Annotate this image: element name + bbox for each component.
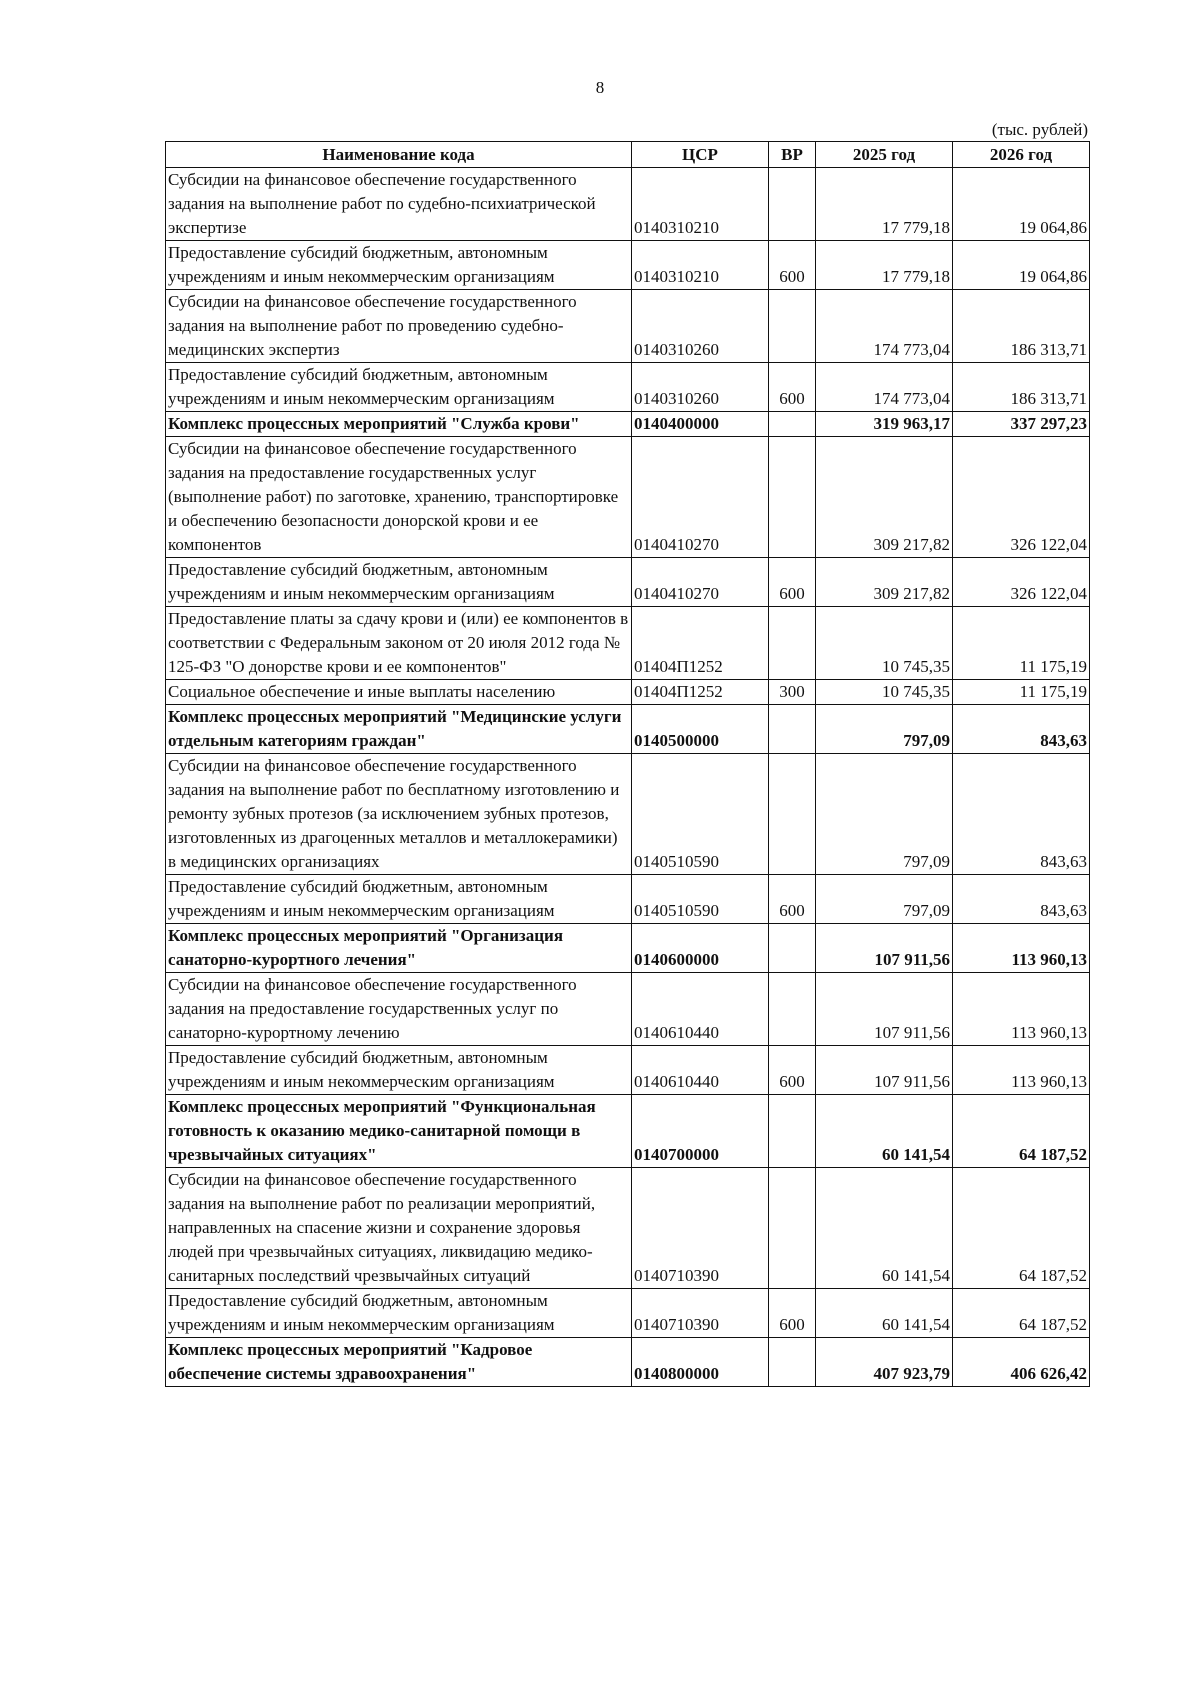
cell-vr [769, 290, 816, 363]
cell-csr: 0140500000 [632, 705, 769, 754]
cell-2026: 19 064,86 [953, 168, 1090, 241]
cell-2026: 843,63 [953, 754, 1090, 875]
cell-2026: 11 175,19 [953, 680, 1090, 705]
cell-csr: 0140800000 [632, 1338, 769, 1387]
cell-2025: 10 745,35 [816, 607, 953, 680]
table-row [166, 363, 1090, 412]
cell-vr [769, 754, 816, 875]
cell-2025: 309 217,82 [816, 558, 953, 607]
cell-vr [769, 705, 816, 754]
cell-vr [769, 412, 816, 437]
cell-name: Субсидии на финансовое обеспечение государственного задания на предоставление государственных услуг (выполнение работ) по заготовке, хранению, транспортировке и обеспечению безопасности донорской крови и ее компонентов [166, 437, 632, 558]
header-csr: ЦСР [632, 142, 769, 168]
cell-csr: 0140600000 [632, 924, 769, 973]
header-vr: ВР [769, 142, 816, 168]
cell-2026: 337 297,23 [953, 412, 1090, 437]
header-2025: 2025 год [816, 142, 953, 168]
cell-csr: 0140510590 [632, 875, 769, 924]
cell-2025: 60 141,54 [816, 1095, 953, 1168]
cell-name: Предоставление субсидий бюджетным, автономным учреждениям и иным некоммерческим организациям [166, 558, 632, 607]
table-row [166, 754, 1090, 875]
table-row [166, 1046, 1090, 1095]
cell-vr: 600 [769, 241, 816, 290]
cell-vr: 600 [769, 1046, 816, 1095]
cell-2025: 60 141,54 [816, 1289, 953, 1338]
cell-name: Предоставление субсидий бюджетным, автономным учреждениям и иным некоммерческим организациям [166, 1046, 632, 1095]
cell-name: Комплекс процессных мероприятий "Кадровое обеспечение системы здравоохранения" [166, 1338, 632, 1387]
cell-name: Субсидии на финансовое обеспечение государственного задания на выполнение работ по реализации мероприятий, направленных на спасение жизни и сохранение здоровья людей при чрезвычайных ситуациях, ликвидацию медико-санитарных последствий чрезвычайных ситуаций [166, 1168, 632, 1289]
cell-2026: 11 175,19 [953, 607, 1090, 680]
cell-vr [769, 437, 816, 558]
cell-csr: 0140410270 [632, 558, 769, 607]
cell-vr: 600 [769, 558, 816, 607]
cell-csr: 01404П1252 [632, 680, 769, 705]
cell-name: Субсидии на финансовое обеспечение государственного задания на выполнение работ по проведению судебно-медицинских экспертиз [166, 290, 632, 363]
cell-vr: 300 [769, 680, 816, 705]
cell-vr: 600 [769, 1289, 816, 1338]
cell-2025: 10 745,35 [816, 680, 953, 705]
cell-csr: 0140710390 [632, 1168, 769, 1289]
table-row [166, 168, 1090, 241]
table-row [166, 1168, 1090, 1289]
cell-name: Предоставление субсидий бюджетным, автономным учреждениям и иным некоммерческим организациям [166, 241, 632, 290]
cell-2026: 843,63 [953, 875, 1090, 924]
cell-2025: 174 773,04 [816, 363, 953, 412]
cell-2026: 406 626,42 [953, 1338, 1090, 1387]
cell-csr: 0140400000 [632, 412, 769, 437]
cell-vr [769, 973, 816, 1046]
cell-2025: 107 911,56 [816, 924, 953, 973]
cell-2025: 797,09 [816, 875, 953, 924]
cell-vr: 600 [769, 363, 816, 412]
cell-vr: 600 [769, 875, 816, 924]
cell-2026: 326 122,04 [953, 558, 1090, 607]
cell-2026: 113 960,13 [953, 973, 1090, 1046]
budget-table [165, 141, 1090, 1387]
table-row [166, 924, 1090, 973]
table-row [166, 241, 1090, 290]
cell-vr [769, 607, 816, 680]
cell-csr: 0140610440 [632, 973, 769, 1046]
cell-csr: 0140310210 [632, 168, 769, 241]
cell-vr [769, 1338, 816, 1387]
cell-2026: 113 960,13 [953, 924, 1090, 973]
units-label: (тыс. рублей) [991, 120, 1088, 139]
table-row [166, 973, 1090, 1046]
table-header-row [166, 142, 1090, 168]
cell-name: Комплекс процессных мероприятий "Служба крови" [166, 412, 632, 437]
cell-name: Предоставление платы за сдачу крови и (или) ее компонентов в соответствии с Федеральным законом от 20 июля 2012 года № 125-ФЗ "О донорстве крови и ее компонентов" [166, 607, 632, 680]
cell-name: Субсидии на финансовое обеспечение государственного задания на предоставление государственных услуг по санаторно-курортному лечению [166, 973, 632, 1046]
table-row [166, 680, 1090, 705]
cell-2026: 64 187,52 [953, 1168, 1090, 1289]
page-number: 8 [595, 78, 605, 97]
cell-2026: 113 960,13 [953, 1046, 1090, 1095]
cell-csr: 0140510590 [632, 754, 769, 875]
cell-csr: 0140710390 [632, 1289, 769, 1338]
cell-csr: 0140610440 [632, 1046, 769, 1095]
table-row [166, 607, 1090, 680]
cell-vr [769, 1168, 816, 1289]
cell-name: Предоставление субсидий бюджетным, автономным учреждениям и иным некоммерческим организациям [166, 875, 632, 924]
table-row [166, 1338, 1090, 1387]
cell-2025: 407 923,79 [816, 1338, 953, 1387]
cell-csr: 01404П1252 [632, 607, 769, 680]
cell-name: Социальное обеспечение и иные выплаты населению [166, 680, 632, 705]
cell-2025: 107 911,56 [816, 1046, 953, 1095]
cell-name: Комплекс процессных мероприятий "Медицинские услуги отдельным категориям граждан" [166, 705, 632, 754]
cell-vr [769, 1095, 816, 1168]
cell-2026: 843,63 [953, 705, 1090, 754]
cell-2025: 107 911,56 [816, 973, 953, 1046]
cell-2025: 174 773,04 [816, 290, 953, 363]
cell-name: Комплекс процессных мероприятий "Организация санаторно-курортного лечения" [166, 924, 632, 973]
table-row [166, 290, 1090, 363]
cell-2025: 60 141,54 [816, 1168, 953, 1289]
cell-2026: 64 187,52 [953, 1289, 1090, 1338]
cell-name: Комплекс процессных мероприятий "Функциональная готовность к оказанию медико-санитарной помощи в чрезвычайных ситуациях" [166, 1095, 632, 1168]
cell-2025: 17 779,18 [816, 241, 953, 290]
cell-csr: 0140700000 [632, 1095, 769, 1168]
cell-csr: 0140410270 [632, 437, 769, 558]
cell-2026: 326 122,04 [953, 437, 1090, 558]
table-row [166, 705, 1090, 754]
cell-name: Субсидии на финансовое обеспечение государственного задания на выполнение работ по судебно-психиатрической экспертизе [166, 168, 632, 241]
header-name: Наименование кода [166, 142, 632, 168]
cell-2026: 19 064,86 [953, 241, 1090, 290]
cell-name: Субсидии на финансовое обеспечение государственного задания на выполнение работ по бесплатному изготовлению и ремонту зубных протезов (за исключением зубных протезов, изготовленных из драгоценных металлов и металлокерамики) в медицинских организациях [166, 754, 632, 875]
cell-name: Предоставление субсидий бюджетным, автономным учреждениям и иным некоммерческим организациям [166, 363, 632, 412]
table-row [166, 1095, 1090, 1168]
cell-2026: 186 313,71 [953, 290, 1090, 363]
cell-csr: 0140310210 [632, 241, 769, 290]
table-row [166, 412, 1090, 437]
header-2026: 2026 год [953, 142, 1090, 168]
cell-vr [769, 924, 816, 973]
cell-2025: 797,09 [816, 754, 953, 875]
cell-2026: 64 187,52 [953, 1095, 1090, 1168]
table-row [166, 558, 1090, 607]
cell-csr: 0140310260 [632, 363, 769, 412]
cell-2026: 186 313,71 [953, 363, 1090, 412]
cell-name: Предоставление субсидий бюджетным, автономным учреждениям и иным некоммерческим организациям [166, 1289, 632, 1338]
cell-2025: 319 963,17 [816, 412, 953, 437]
cell-2025: 17 779,18 [816, 168, 953, 241]
table-body [166, 168, 1090, 1387]
cell-2025: 309 217,82 [816, 437, 953, 558]
cell-2025: 797,09 [816, 705, 953, 754]
table-row [166, 1289, 1090, 1338]
table-row [166, 875, 1090, 924]
cell-vr [769, 168, 816, 241]
cell-csr: 0140310260 [632, 290, 769, 363]
table-row [166, 437, 1090, 558]
